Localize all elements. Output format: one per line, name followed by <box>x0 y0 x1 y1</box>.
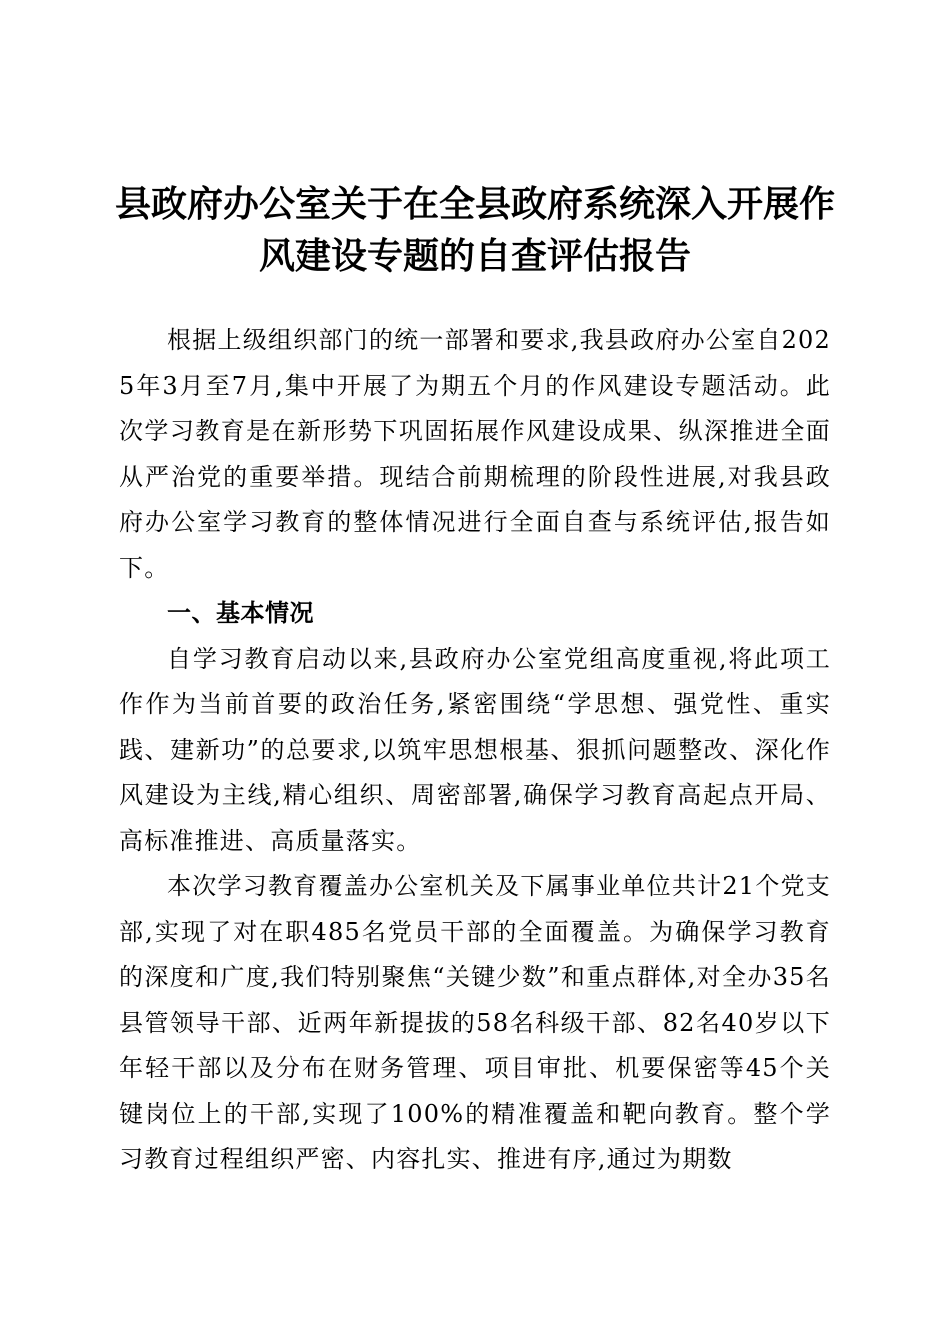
document-body <box>119 318 831 1183</box>
body-paragraph-1: 自学习教育启动以来,县政府办公室党组高度重视,将此项工作作为当前首要的政治任务,紧密围绕“学思想、强党性、重实践、建新功”的总要求,以筑牢思想根基、狠抓问题整改、深化作风建设为主线,精心组织、周密部署,确保学习教育高起点开局、高标准推进、高质量落实。 <box>119 644 831 855</box>
body-paragraph-2: 本次学习教育覆盖办公室机关及下属事业单位共计21个党支部,实现了对在职485名党员干部的全面覆盖。为确保学习教育的深度和广度,我们特别聚焦“关键少数”和重点群体,对全办35名县管领导干部、近两年新提拔的58名科级干部、82名40岁以下年轻干部以及分布在财务管理、项目审批、机要保密等45个关键岗位上的干部,实现了100%的精准覆盖和靶向教育。整个学习教育过程组织严密、内容扎实、推进有序,通过为期数 <box>119 872 831 1173</box>
intro-paragraph: 根据上级组织部门的统一部署和要求,我县政府办公室自2025年3月至7月,集中开展了为期五个月的作风建设专题活动。此次学习教育是在新形势下巩固拓展作风建设成果、纵深推进全面从严治党的重要举措。现结合前期梳理的阶段性进展,对我县政府办公室学习教育的整体情况进行全面自查与系统评估,报告如下。 <box>119 326 831 582</box>
section-heading-basic-situation: 一、基本情况 <box>167 599 314 627</box>
document-title <box>100 178 850 282</box>
title-line-2: 风建设专题的自查评估报告 <box>258 235 691 277</box>
title-line-1: 县政府办公室关于在全县政府系统深入开展作 <box>114 183 835 225</box>
